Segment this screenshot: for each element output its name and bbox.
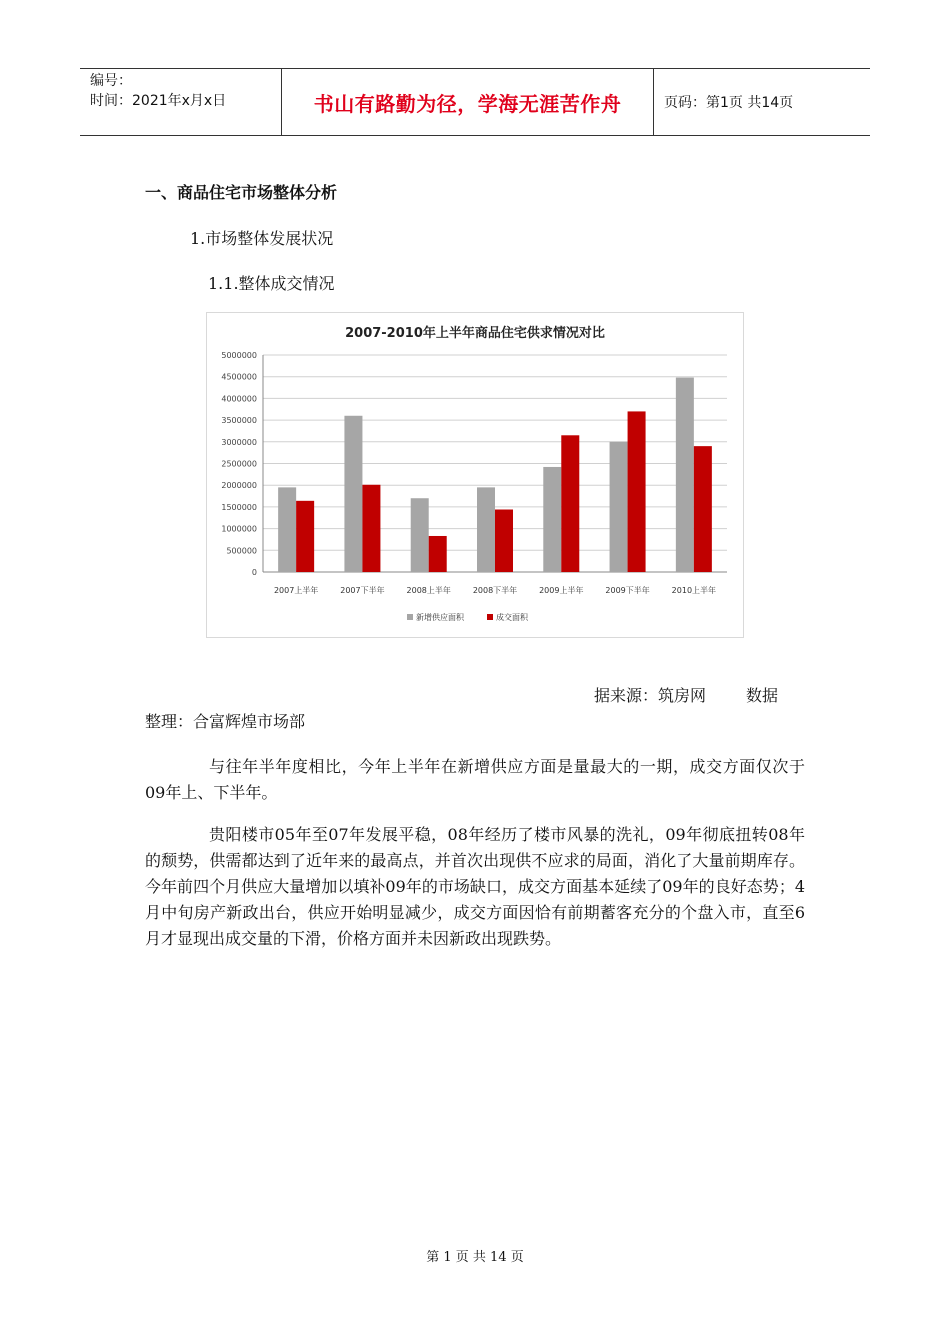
section-title: 一、商品住宅市场整体分析	[145, 183, 338, 202]
source-text: 据来源：筑房网	[594, 686, 707, 705]
bar-chart	[207, 313, 743, 637]
y-tick-label: 500000	[226, 546, 257, 556]
chart-title: 2007-2010年上半年商品住宅供求情况对比	[345, 326, 605, 341]
subsubsection-title: 1.1.整体成交情况	[208, 274, 335, 293]
x-tick-label: 2008上半年	[406, 586, 451, 595]
paragraph: 与往年半年度相比，今年上半年在新增供应方面是量最大的一期，成交方面仅次于09年上、下半年。	[145, 757, 805, 802]
x-tick-label: 2009上半年	[539, 586, 584, 595]
source-text-tail: 数据	[746, 686, 779, 705]
doc-time-label: 时间：2021年x月x日	[90, 93, 227, 109]
bar	[344, 416, 362, 572]
bar	[495, 510, 513, 572]
bar	[362, 485, 380, 572]
legend-label: 新增供应面积	[416, 613, 464, 622]
y-tick-label: 1500000	[221, 502, 257, 512]
bar	[411, 498, 429, 572]
bar	[561, 435, 579, 572]
legend-swatch	[407, 614, 413, 620]
bar	[429, 536, 447, 572]
x-tick-label: 2008下半年	[472, 586, 518, 595]
y-tick-label: 4000000	[221, 394, 257, 404]
y-tick-label: 0	[251, 568, 257, 577]
subsection-title: 1.市场整体发展状况	[190, 229, 334, 248]
paragraph: 贵阳楼市05年至07年发展平稳，08年经历了楼市风暴的洗礼，09年彻底扭转08年的颓势，供需都达到了近年来的最高点，并首次出现供不应求的局面，消化了大量前期库存。今年前四个月供应大量增加以填补09年的市场缺口，成交方面基本延续了09年的良好态势；4月中旬房产新政出台，供应开始明显减少，成交方面因恰有前期蓄客充分的个盘入市，直至6月才显现出成交量的下滑，价格方面并未因新政出现跌势。	[145, 825, 805, 948]
page-footer: 第 1 页 共 14 页	[426, 1250, 524, 1265]
y-tick-label: 2000000	[221, 481, 257, 491]
header-page-info: 页码：第1页 共14页	[664, 95, 794, 111]
legend-label: 成交面积	[496, 613, 528, 622]
bar	[296, 501, 314, 572]
header-motto: 书山有路勤为径，学海无涯苦作舟	[282, 69, 654, 135]
y-tick-label: 5000000	[221, 351, 257, 360]
doc-number-label: 编号：	[90, 73, 132, 89]
bar	[676, 378, 694, 572]
header-table	[80, 68, 870, 136]
y-tick-label: 4500000	[221, 372, 257, 382]
header-meta	[80, 69, 282, 135]
bar	[628, 411, 646, 572]
legend-swatch	[487, 614, 493, 620]
y-tick-label: 1000000	[221, 524, 257, 534]
bar	[477, 487, 495, 572]
x-tick-label: 2007上半年	[273, 586, 319, 595]
x-tick-label: 2007下半年	[340, 586, 385, 595]
x-tick-label: 2009下半年	[605, 586, 650, 595]
bar	[694, 446, 712, 572]
bar	[610, 442, 628, 572]
chart-container	[206, 312, 744, 638]
bar	[543, 467, 561, 572]
bar	[278, 487, 296, 572]
source-line	[594, 683, 778, 706]
y-tick-label: 2500000	[221, 459, 257, 469]
x-tick-label: 2010上半年	[671, 586, 717, 595]
organizer-line: 整理：合富辉煌市场部	[145, 712, 306, 731]
y-tick-label: 3500000	[221, 416, 257, 426]
y-tick-label: 3000000	[221, 437, 257, 447]
